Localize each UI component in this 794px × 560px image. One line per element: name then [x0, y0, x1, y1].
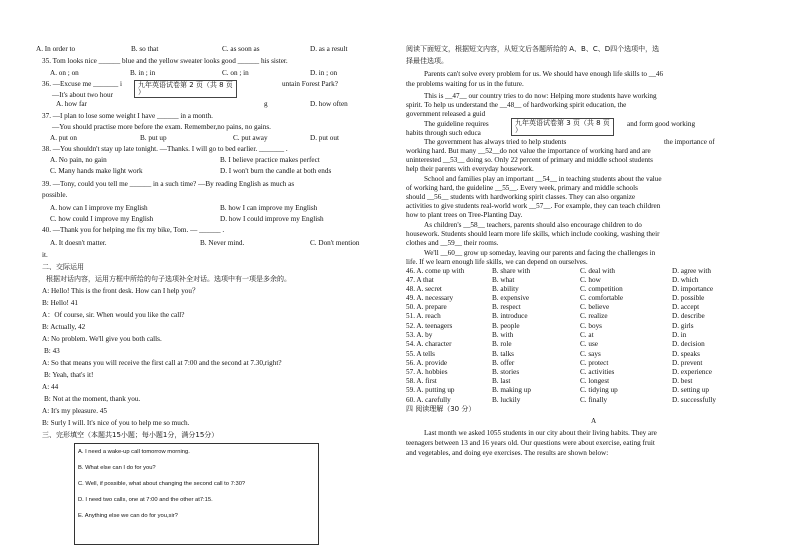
q36-option-a: A. how far — [56, 100, 87, 108]
option-51-a: 51. A. reach — [406, 312, 441, 320]
option-59-a: 59. A. putting up — [406, 386, 455, 394]
box-option-a: A. I need a wake-up call tomorrow morning. — [78, 449, 190, 455]
option-60-d: D. successfully — [672, 396, 716, 404]
option-55-c: C. says — [580, 350, 601, 358]
option-52-d: D. girls — [672, 322, 694, 330]
dialog-line-10: B: Not at the moment, thank you. — [44, 395, 141, 403]
box-option-e: E. Anything else we can do for you,sir? — [78, 513, 178, 519]
passage-line-2: the problems waiting for us in the future. — [406, 80, 524, 88]
dialog-line-3: A：Of course, sir. When would you like the call? — [42, 311, 185, 319]
passage-line-19: clothes and __59__ their rooms. — [406, 239, 499, 247]
option-47-c: C. how — [580, 276, 601, 284]
option-56-a: 56. A. provide — [406, 359, 448, 367]
option-49-d: D. possible — [672, 294, 705, 302]
option-48-c: C. competition — [580, 285, 623, 293]
option-46-b: B. share with — [492, 267, 531, 275]
option-54-a: 54. A. character — [406, 340, 452, 348]
box-option-b: B. What else can I do for you? — [78, 465, 156, 471]
q37-option-d: D. put out — [310, 134, 339, 142]
page-number-text-right: 九年英语试卷第 3 页（共 8 页 — [515, 119, 610, 127]
q38-stem: 38. —You shouldn't stay up late tonight. —Thanks. I will go to bed earlier. _______ . — [42, 145, 288, 153]
dialog-line-7: A: So that means you will receive the first call at 7:00 and the second at 7.30,right? — [42, 359, 282, 367]
option-54-b: B. role — [492, 340, 512, 348]
section4-title: 四 阅读理解（30 分） — [406, 405, 476, 413]
passage-line-14: should __56__ students with hardworking spirit classes. They can also organize — [406, 193, 636, 201]
q40-stem: 40. —Thank you for helping me fix my bike, Tom. — ______ . — [42, 226, 225, 234]
q38-option-a: A. No pain, no gain — [50, 156, 107, 164]
passage-line-21: life. If we learn enough life skills, we can depend on ourselves. — [406, 258, 588, 266]
passage-line-16: how to plant trees on Tree-Planting Day. — [406, 211, 523, 219]
option-60-b: B. luckily — [492, 396, 521, 404]
option-59-d: D. setting up — [672, 386, 709, 394]
passage-line-8: The government has always tried to help students — [424, 138, 567, 146]
option-53-d: D. in — [672, 331, 687, 339]
dialog-line-4: B: Actually, 42 — [42, 323, 86, 331]
q34-option-a: A. In order to — [36, 45, 76, 53]
option-51-d: D. describe — [672, 312, 705, 320]
q40-option-c-continued: it. — [42, 251, 48, 259]
sentence-options-box — [74, 443, 319, 545]
passage-line-7: habits through such educa — [406, 129, 481, 137]
q36-stem-tail: untain Forest Park? — [282, 80, 338, 88]
option-52-c: C. boys — [580, 322, 602, 330]
q40-option-a: A. It doesn't matter. — [50, 239, 107, 247]
passage-line-11: help their parents with everyday housework. — [406, 165, 534, 173]
q36-option-c-fragment: g — [264, 100, 268, 108]
q40-option-c: C. Don't mention — [310, 239, 360, 247]
q37-reply: —You should practise more before the exam. Remember,no pains, no gains. — [52, 123, 271, 131]
option-56-c: C. protect — [580, 359, 609, 367]
passage-a-line-2: teenagers between 13 and 16 years old. Our questions were about exercise, eating fruit — [406, 439, 655, 447]
option-56-d: D. prevent — [672, 359, 703, 367]
q38-option-c: C. Many hands make light work — [50, 167, 143, 175]
option-60-a: 60. A. carefully — [406, 396, 451, 404]
option-50-a: 50. A. prepare — [406, 303, 447, 311]
passage-line-6-tail: and form good working — [627, 120, 696, 128]
option-48-d: D. importance — [672, 285, 714, 293]
q36-option-d: D. how often — [310, 100, 348, 108]
option-58-b: B. last — [492, 377, 511, 385]
q36-stem: 36. —Excuse me _______ i — [42, 80, 123, 88]
dialog-line-5: A: No problem. We'll give you both calls. — [42, 335, 162, 343]
page-number-label-right — [511, 118, 614, 136]
option-55-b: B. talks — [492, 350, 514, 358]
section2-instructions: 根据对话内容，运用方框中所给的句子选项补全对话。选项中有一项是多余的。 — [46, 275, 291, 283]
option-56-b: B. offer — [492, 359, 515, 367]
option-58-d: D. best — [672, 377, 693, 385]
passage-line-9: working hard. But many __52__do not value the importance of working hard and are — [406, 147, 651, 155]
passage-a-line-1: Last month we asked 1055 students in our city about their living habits. They are — [424, 429, 657, 437]
option-52-b: B. people — [492, 322, 520, 330]
q39-stem-continued: possible. — [42, 191, 68, 199]
page-number-label — [134, 80, 237, 98]
option-46-c: C. deal with — [580, 267, 615, 275]
option-50-d: D. accept — [672, 303, 700, 311]
q34-option-b: B. so that — [131, 45, 159, 53]
option-49-a: 49. A. necessary — [406, 294, 454, 302]
q37-option-b: B. put up — [140, 134, 167, 142]
option-53-a: 53. A. by — [406, 331, 433, 339]
q39-option-b: B. how I can improve my English — [220, 204, 318, 212]
passage-line-5: government released a guid — [406, 110, 486, 118]
q38-option-b: B. I believe practice makes perfect — [220, 156, 320, 164]
q36-reply: —It's about two hour — [52, 91, 113, 99]
option-52-a: 52. A. teenagers — [406, 322, 453, 330]
passage-line-10: uninterested __53__ doing so. Only 22 percent of primary and middle school students — [406, 156, 653, 164]
option-51-b: B. introduce — [492, 312, 528, 320]
dialog-line-6: B: 43 — [44, 347, 60, 355]
option-47-d: D. which — [672, 276, 699, 284]
passage-line-15: activities to give students real-world work __57__. For example, they can teach children — [406, 202, 661, 210]
dialog-line-12: B: Surly I will. It's nice of you to help me so much. — [42, 419, 190, 427]
box-option-c: C. Well, if possible, what about changing the second call to 7:30? — [78, 481, 246, 487]
q37-option-a: A. put on — [50, 134, 77, 142]
passage-line-20: We'll __60__ grow up someday, leaving our parents and facing the challenges in — [424, 249, 656, 257]
cloze-intro-line-2: 择最佳选项。 — [406, 57, 448, 65]
box-option-d: D. I need two calls, one at 7:00 and the other at7:15. — [78, 497, 213, 503]
option-55-a: 55. A tells — [406, 350, 435, 358]
option-47-b: B. what — [492, 276, 515, 284]
dialog-line-11: A: It's my pleasure. 45 — [42, 407, 107, 415]
q39-option-c: C. how could I improve my English — [50, 215, 154, 223]
q37-option-c: C. put away — [233, 134, 268, 142]
option-57-a: 57. A. hobbies — [406, 368, 448, 376]
dialog-line-8: B: Yeah, that's it! — [44, 371, 94, 379]
section2-title: 二、交际运用 — [42, 263, 84, 271]
option-57-d: D. experience — [672, 368, 712, 376]
passage-line-17: As children's __58__ teachers, parents should also encourage children to do — [424, 221, 642, 229]
q34-option-c: C. as soon as — [222, 45, 260, 53]
passage-line-12: School and families play an important __54__ in teaching students about the value — [424, 175, 662, 183]
option-48-a: 48. A. secret — [406, 285, 442, 293]
passage-line-8-tail: the importance of — [664, 138, 715, 146]
passage-line-3: This is __47__ our country tries to do now: Helping more students have working — [424, 92, 657, 100]
section3-title: 三、完形填空（本题共15小题；每小题1分，满分15分） — [42, 431, 219, 439]
q35-option-a: A. on ; on — [50, 69, 79, 77]
option-48-b: B. ability — [492, 285, 519, 293]
q40-option-b: B. Never mind. — [200, 239, 245, 247]
passage-a-line-3: and vegetables, and doing eye exercises. The results are shown below: — [406, 449, 609, 457]
q39-option-d: D. how I could improve my English — [220, 215, 324, 223]
page-number-text-close: ） — [138, 88, 145, 96]
option-55-d: D. speaks — [672, 350, 700, 358]
dialog-line-9: A: 44 — [42, 383, 59, 391]
q35-option-b: B. in ; in — [130, 69, 156, 77]
option-50-b: B. respect — [492, 303, 521, 311]
option-59-b: B. making up — [492, 386, 531, 394]
passage-line-4: spirit. To help us understand the __48__ of hardworking spirit education, the — [406, 101, 627, 109]
page-number-text: 九年英语试卷第 2 页（共 8 页 — [138, 81, 233, 89]
q39-stem: 39. —Tony, could you tell me ______ in a such time? —By reading English as much as — [42, 180, 295, 188]
option-50-c: C. believe — [580, 303, 610, 311]
option-54-d: D. decision — [672, 340, 705, 348]
q35-option-c: C. on ; in — [222, 69, 249, 77]
option-60-c: C. finally — [580, 396, 608, 404]
option-53-b: B. with — [492, 331, 514, 339]
q37-stem: 37. —I plan to lose some weight I have ______ in a month. — [42, 112, 213, 120]
passage-line-6: The guideline requires — [424, 120, 489, 128]
option-46-d: D. agree with — [672, 267, 711, 275]
dialog-line-1: A: Hello! This is the front desk. How can I help you？ — [42, 287, 200, 295]
q39-option-a: A. how can I improve my English — [50, 204, 148, 212]
option-58-c: C. longest — [580, 377, 610, 385]
option-47-a: 47. A that — [406, 276, 434, 284]
option-54-c: C. use — [580, 340, 598, 348]
passage-line-1: Parents can't solve every problem for us. We should have enough life skills to __46 — [424, 70, 664, 78]
option-58-a: 58. A. first — [406, 377, 437, 385]
passage-line-18: housework. Students should learn more life skills, which include cooking, washing their — [406, 230, 660, 238]
page-number-text-right-close: ） — [515, 126, 522, 134]
dialog-line-2: B: Hello! 41 — [42, 299, 78, 307]
option-53-c: C. at — [580, 331, 594, 339]
option-57-b: B. stories — [492, 368, 520, 376]
q35-stem: 35. Tom looks nice ______ blue and the yellow sweater looks good ______ his sister. — [42, 57, 288, 65]
cloze-intro-line-1: 阅读下面短文，根据短文内容，从短文后各题所给的 A、B、C、D四个选项中，选 — [406, 45, 660, 53]
option-59-c: C. tidying up — [580, 386, 618, 394]
q38-option-d: D. I won't burn the candle at both ends — [220, 167, 332, 175]
q35-option-d: D. in ; on — [310, 69, 338, 77]
option-51-c: C. realize — [580, 312, 608, 320]
option-49-c: C. comfortable — [580, 294, 624, 302]
option-46-a: 46. A. come up with — [406, 267, 465, 275]
q34-option-d: D. as a result — [310, 45, 348, 53]
option-49-b: B. expensive — [492, 294, 530, 302]
passage-line-13: of working hard, the guideline __55__. Every week, primary and middle schools — [406, 184, 638, 192]
option-57-c: C. activities — [580, 368, 615, 376]
passage-a-letter: A — [591, 417, 597, 425]
